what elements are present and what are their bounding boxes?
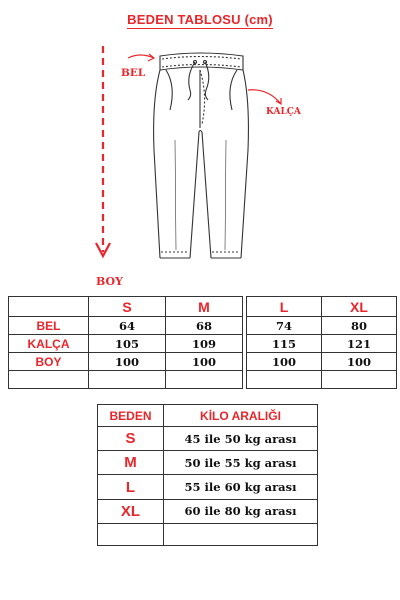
table-cell: 74 (247, 317, 322, 335)
table-cell: 100 (166, 353, 243, 371)
table-row (98, 427, 318, 451)
table-row-empty (98, 523, 318, 545)
table-cell: 105 (89, 335, 166, 353)
table-row-empty (9, 371, 397, 389)
table-cell: 68 (166, 317, 243, 335)
table-header-row (98, 405, 318, 427)
size-table (8, 296, 397, 389)
table-cell: 80 (322, 317, 397, 335)
table-cell: 100 (322, 353, 397, 371)
table-row (98, 499, 318, 523)
column-header: S (89, 297, 166, 317)
bel-label: BEL (121, 67, 146, 79)
size-cell: M (98, 451, 164, 475)
column-header-range: KİLO ARALIĞI (164, 405, 318, 427)
kalca-label: KALÇA (266, 107, 301, 117)
column-header: M (166, 297, 243, 317)
range-cell: 60 ile 80 kg arası (164, 499, 318, 523)
page-title: BEDEN TABLOSU (cm) (127, 12, 273, 27)
table-cell: 121 (322, 335, 397, 353)
table-cell: 100 (247, 353, 322, 371)
range-cell: 55 ile 60 kg arası (164, 475, 318, 499)
kalca-arrow (248, 90, 281, 104)
table-cell: 115 (247, 335, 322, 353)
kilo-table (97, 404, 318, 546)
table-row (98, 451, 318, 475)
size-cell: XL (98, 499, 164, 523)
table-row (98, 475, 318, 499)
range-cell: 45 ile 50 kg arası (164, 427, 318, 451)
column-header: L (247, 297, 322, 317)
table-header-row (9, 297, 397, 317)
corner-cell (9, 297, 89, 317)
pants-outline (154, 53, 249, 258)
column-header: XL (322, 297, 397, 317)
row-header: BEL (9, 317, 89, 335)
table-cell: 64 (89, 317, 166, 335)
row-header: KALÇA (9, 335, 89, 353)
table-row (9, 353, 397, 371)
table-row (9, 335, 397, 353)
row-header: BOY (9, 353, 89, 371)
size-cell: S (98, 427, 164, 451)
table-cell: 109 (166, 335, 243, 353)
size-cell: L (98, 475, 164, 499)
table-cell: 100 (89, 353, 166, 371)
boy-label: BOY (96, 275, 123, 288)
column-header-size: BEDEN (98, 405, 164, 427)
range-cell: 50 ile 55 kg arası (164, 451, 318, 475)
table-row (9, 317, 397, 335)
